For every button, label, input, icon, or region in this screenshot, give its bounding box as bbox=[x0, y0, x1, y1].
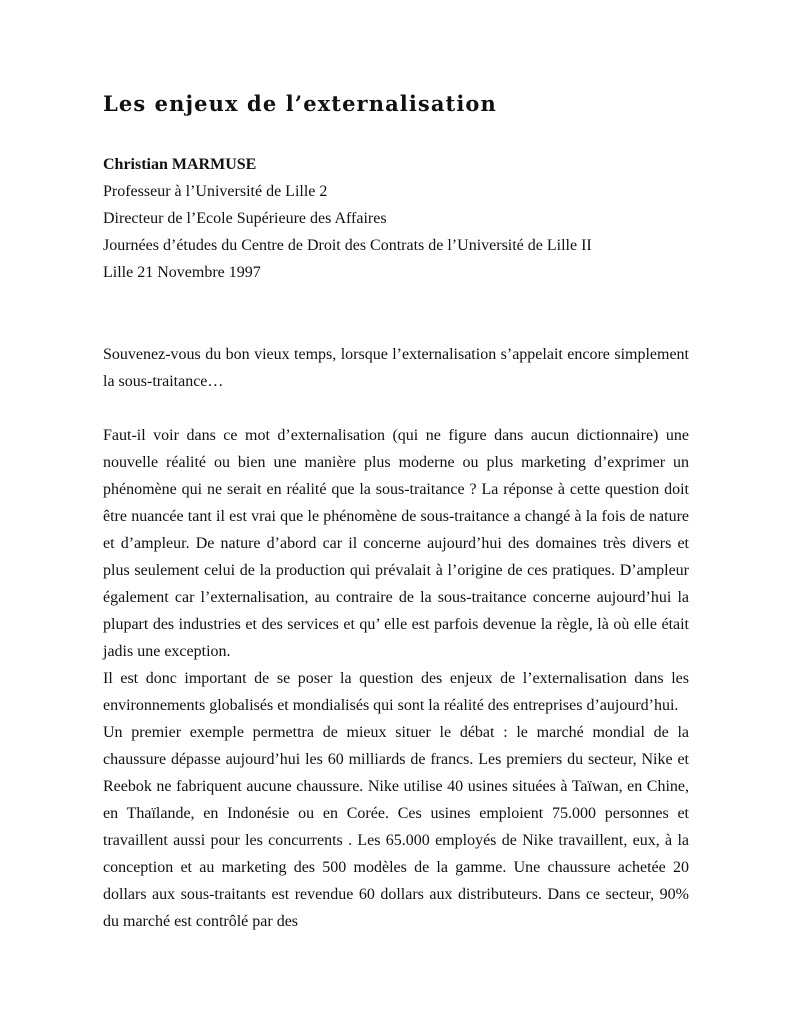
paragraph: Souvenez-vous du bon vieux temps, lorsque l’externalisation s’appelait encore simplement la sous-traitance… bbox=[103, 346, 689, 390]
author-position: Professeur à l’Université de Lille 2 bbox=[103, 183, 328, 200]
author-role: Directeur de l’Ecole Supérieure des Affaires bbox=[103, 210, 387, 227]
document-body bbox=[103, 341, 689, 935]
paragraph: Il est donc important de se poser la question des enjeux de l’externalisation dans les environnements globalisés et mondialisés qui sont la réalité des entreprises d’aujourd’hui. bbox=[103, 670, 689, 714]
event-name: Journées d’études du Centre de Droit des Contrats de l’Université de Lille II bbox=[103, 237, 592, 254]
paragraph: Un premier exemple permettra de mieux situer le débat : le marché mondial de la chaussure dépasse aujourd’hui les 60 milliards de francs. Les premiers du secteur, Nike et Reebok ne fabriquent aucune chaussure. Nike utilise 40 usines situées à Taïwan, en Chine, en Thaïlande, en Indonésie ou en Corée. Ces usines emploient 75.000 personnes et travaillent aussi pour les concurrents . Les 65.000 employés de Nike travaillent, eux, à la conception et au marketing des 500 modèles de la gamme. Une chaussure achetée 20 dollars aux sous-traitants est revendue 60 dollars aux distributeurs. Dans ce secteur, 90% du marché est contrôlé par des bbox=[103, 724, 689, 930]
author-name: Christian MARMUSE bbox=[103, 156, 257, 173]
author-block bbox=[103, 151, 703, 286]
document-title: Les enjeux de l’externalisation bbox=[103, 91, 497, 116]
paragraph: Faut-il voir dans ce mot d’externalisation (qui ne figure dans aucun dictionnaire) une nouvelle réalité ou bien une manière plus moderne ou plus marketing d’exprimer un phénomène qui ne serait en réalité que la sous-traitance ? La réponse à cette question doit être nuancée tant il est vrai que le phénomène de sous-traitance a changé à la fois de nature et d’ampleur. De nature d’abord car il concerne aujourd’hui des domaines très divers et plus seulement celui de la production qui prévalait à l’origine de ces pratiques. D’ampleur également car l’externalisation, au contraire de la sous-traitance concerne aujourd’hui la plupart des industries et des services et qu’ elle est parfois devenue la règle, là où elle était jadis une exception. bbox=[103, 427, 689, 660]
event-date: Lille 21 Novembre 1997 bbox=[103, 264, 261, 281]
